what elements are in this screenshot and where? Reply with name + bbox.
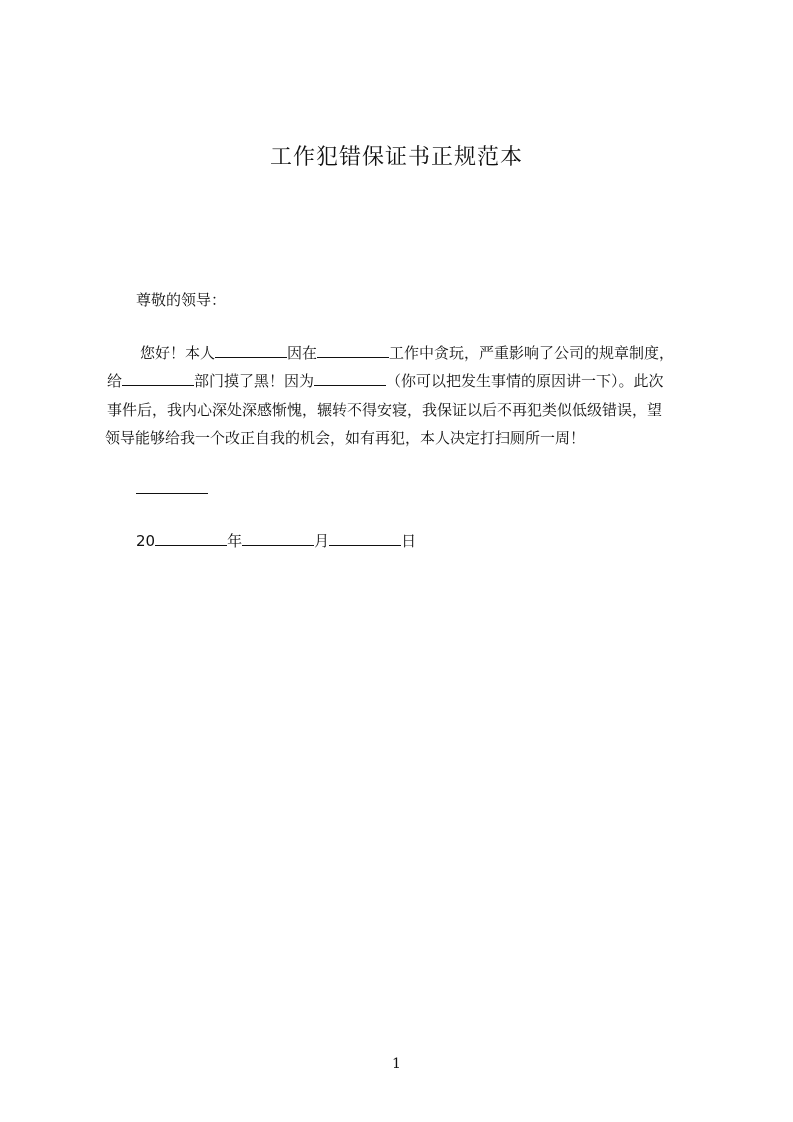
work-blank [317, 343, 389, 358]
date-line [136, 531, 416, 551]
body-text: 工作中贪玩，严重影响了公司的规章制度， [389, 344, 675, 362]
year-blank [155, 531, 227, 546]
salutation: 尊敬的领导： [136, 291, 227, 309]
name-blank [215, 343, 287, 358]
page-number: 1 [392, 1056, 401, 1072]
body-line-2 [107, 371, 664, 391]
body-line-4: 领导能够给我一个改正自我的机会，如有再犯，本人决定打扫厕所一周！ [105, 429, 586, 447]
date-prefix: 20 [136, 532, 156, 550]
department-blank [122, 371, 194, 386]
month-label: 月 [314, 532, 330, 550]
month-blank [242, 531, 314, 546]
body-line-3: 事件后，我内心深处深感惭愧，辗转不得安寝，我保证以后不再犯类似低级错误，望 [107, 401, 663, 419]
year-label: 年 [227, 532, 243, 550]
body-text: 部门摸了黑！因为 [194, 372, 315, 390]
body-text: 给 [107, 372, 123, 390]
body-line-1 [140, 343, 674, 363]
signature-blank [136, 493, 208, 494]
body-text: （你可以把发生事情的原因讲一下）。此次 [386, 372, 664, 390]
document-title: 工作犯错保证书正规范本 [269, 145, 523, 170]
reason-blank [314, 371, 386, 386]
body-text: 因在 [287, 344, 318, 362]
day-blank [329, 531, 401, 546]
day-label: 日 [401, 532, 417, 550]
greeting-text: 您好！本人 [140, 344, 216, 362]
